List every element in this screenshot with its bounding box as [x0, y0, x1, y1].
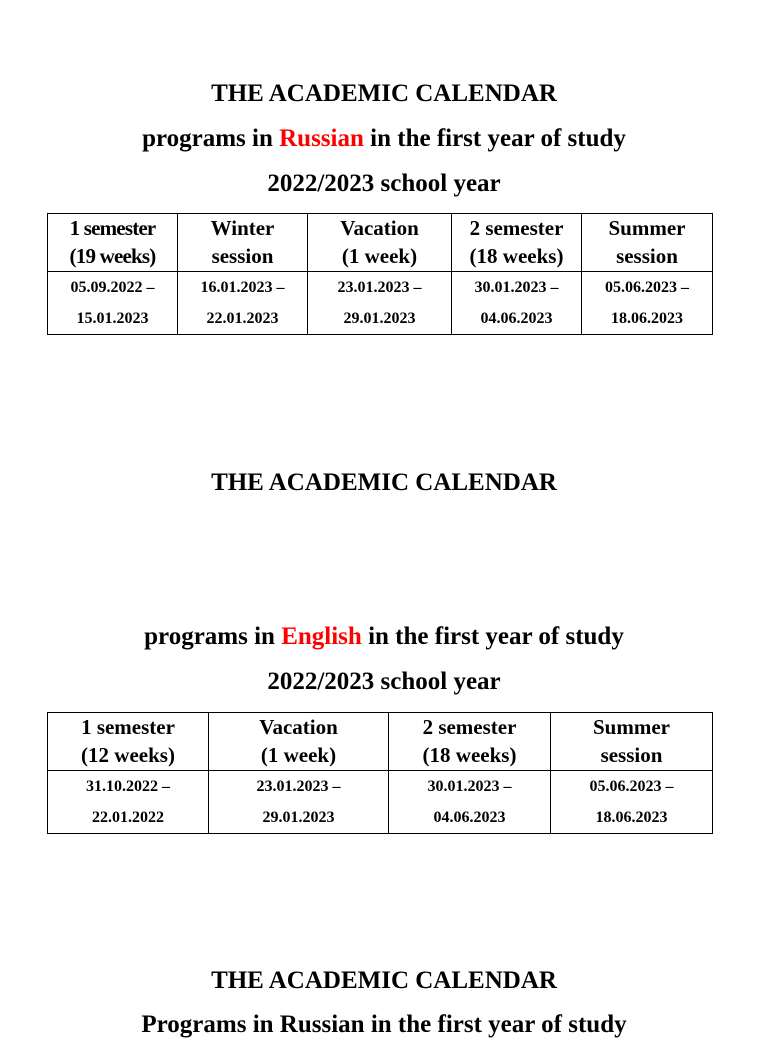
date-end: 04.06.2023 [480, 310, 553, 327]
date-end: 22.01.2022 [92, 809, 164, 826]
date-start: 31.10.2022 – [86, 778, 170, 795]
header-cell [452, 214, 582, 272]
date-cell [389, 771, 551, 834]
subtitle-cut-off: Programs in Russian in the first year of study [141, 1011, 627, 1038]
header-line: Winter [210, 216, 275, 240]
date-end: 29.01.2023 [343, 310, 416, 327]
calendar-table-english [47, 712, 713, 834]
header-line: (1 week) [341, 244, 418, 268]
header-line: (19 weeks) [69, 244, 156, 268]
subtitle-suffix: in the first year of study [361, 623, 624, 650]
date-start: 05.06.2023 – [605, 279, 689, 296]
calendar-title-russian-repeat: THE ACADEMIC CALENDAR [211, 967, 557, 994]
date-cell [551, 771, 713, 834]
date-cell [452, 272, 582, 335]
header-line: 2 semester [422, 715, 517, 739]
header-line: Summer [593, 715, 670, 739]
calendar-table-russian [47, 213, 713, 335]
header-cell [48, 713, 209, 771]
header-line: Summer [608, 216, 686, 240]
subtitle-russian [0, 124, 768, 154]
school-year-english: 2022/2023 school year [267, 668, 501, 695]
date-cell [209, 771, 389, 834]
table-row [48, 771, 713, 834]
date-end: 18.06.2023 [595, 809, 668, 826]
header-line: Vacation [259, 715, 338, 739]
date-start: 16.01.2023 – [200, 279, 285, 296]
header-cell [582, 214, 713, 272]
date-end: 22.01.2023 [206, 310, 279, 327]
table-header-row [48, 713, 713, 771]
header-line: session [600, 743, 663, 767]
subtitle-suffix: in the first year of study [363, 125, 626, 152]
subtitle-prefix: programs in [142, 125, 280, 152]
header-line: (1 week) [260, 743, 337, 767]
header-line: session [616, 244, 678, 268]
calendar-title-russian: THE ACADEMIC CALENDAR [211, 80, 557, 107]
date-end: 15.01.2023 [76, 310, 149, 327]
date-cell [308, 272, 452, 335]
header-cell [48, 214, 178, 272]
language-highlight: English [281, 623, 362, 650]
date-cell [48, 771, 209, 834]
header-line: (18 weeks) [422, 743, 517, 767]
calendar-title-english: THE ACADEMIC CALENDAR [211, 469, 557, 496]
header-line: 1 semester [69, 216, 156, 240]
header-line: Vacation [340, 216, 419, 240]
date-cell [178, 272, 308, 335]
date-cell [582, 272, 713, 335]
header-line: 2 semester [469, 216, 564, 240]
language-highlight: Russian [279, 125, 364, 152]
date-end: 29.01.2023 [262, 809, 335, 826]
subtitle-english [0, 622, 768, 652]
header-cell [308, 214, 452, 272]
header-line: (18 weeks) [469, 244, 564, 268]
date-start: 05.09.2022 – [70, 279, 155, 296]
date-start: 05.06.2023 – [589, 778, 674, 795]
date-end: 18.06.2023 [611, 310, 683, 327]
header-line: 1 semester [81, 715, 175, 739]
header-line: session [211, 244, 274, 268]
subtitle-prefix: programs in [144, 623, 282, 650]
header-cell [209, 713, 389, 771]
date-start: 30.01.2023 – [427, 778, 512, 795]
date-start: 23.01.2023 – [256, 778, 341, 795]
header-cell [389, 713, 551, 771]
header-line: (12 weeks) [81, 743, 175, 767]
header-cell [178, 214, 308, 272]
table-row [48, 272, 713, 335]
table-header-row [48, 214, 713, 272]
date-end: 04.06.2023 [433, 809, 506, 826]
date-start: 30.01.2023 – [474, 279, 559, 296]
date-start: 23.01.2023 – [337, 279, 422, 296]
date-cell [48, 272, 178, 335]
school-year-russian: 2022/2023 school year [267, 170, 501, 197]
header-cell [551, 713, 713, 771]
